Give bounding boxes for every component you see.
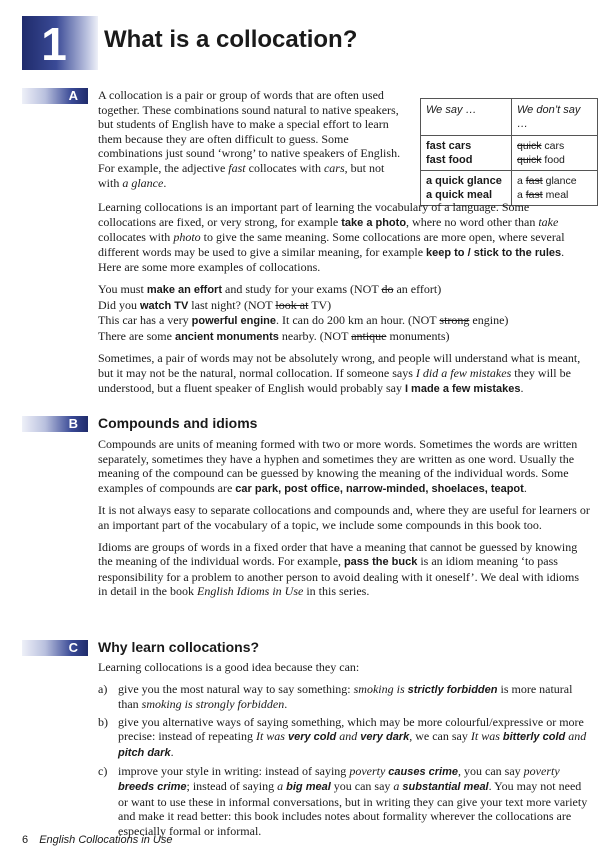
header-we-say: We say … (421, 99, 512, 136)
section-b-marker (22, 416, 88, 432)
section-c-heading: Why learn collocations? (98, 639, 260, 655)
list-item (98, 764, 590, 839)
section-b-letter: B (68, 416, 78, 431)
page-footer (22, 834, 172, 846)
we-say-item: fast cars (426, 140, 472, 152)
list-marker: b) (98, 714, 108, 729)
section-a-intro (98, 88, 404, 197)
we-dont-say-item: a fast glance (517, 175, 577, 187)
list-item-text: improve your style in writing: instead of saying poverty causes crime, you can say poverty breeds crime; instead of saying a big meal you can say a substantial meal. You may not need or want to use these in informal conversations, but in writing they can give your text more variety and make it read better: this book includes notes about formality wherever the collocations are especially formal or informal. (118, 763, 588, 838)
example-line: You must make an effort and study for your exams (NOT do an effort) (98, 281, 442, 296)
section-c-body (98, 660, 590, 842)
collocation-table (420, 98, 598, 206)
table-row (421, 136, 598, 171)
section-a-body (98, 200, 590, 403)
section-b-paragraph: It is not always easy to separate collocations and compounds and, where they are useful for learners or an important part of the vocabulary of a topic, we include some compounds in this book too. (98, 503, 590, 532)
example-line: Did you watch TV last night? (NOT look at TV) (98, 297, 332, 312)
table-header-row (421, 99, 598, 136)
section-a-paragraph: Sometimes, a pair of words may not be absolutely wrong, and people will understand what is meant, but it may not be the natural, normal collocation. If someone says I did a few mistakes they will be understood, but a fluent speaker of English would probably say I made a few mistakes. (98, 351, 581, 395)
unit-number-badge (22, 16, 98, 70)
list-item-text: give you alternative ways of saying something, which may be more colourful/expressive or more precise: instead of repeating It was very cold and very dark, we can say It was bitterly cold and pitch dark. (118, 714, 587, 759)
we-say-cell (421, 136, 512, 171)
we-say-item: fast food (426, 154, 473, 166)
unit-title: What is a collocation? (104, 26, 358, 53)
example-line: This car has a very powerful engine. It can do 200 km an hour. (NOT strong engine) (98, 313, 509, 328)
section-a-intro-paragraph: A collocation is a pair or group of words that are often used together. These combinations sound natural to native speakers, but students of English have to make a special effort to learn them because they are often difficult to guess. Some combinations just sound ‘wrong’ to native speakers of English. For example, the adjective fast collocates with cars, but not with a glance. (98, 88, 401, 190)
section-c-intro: Learning collocations is a good idea because they can: (98, 660, 360, 674)
we-say-item: a quick glance (426, 175, 502, 187)
we-dont-say-item: quick cars (517, 140, 565, 152)
list-marker: c) (98, 763, 108, 778)
we-dont-say-cell (512, 136, 598, 171)
section-b-paragraph: Idioms are groups of words in a fixed order that have a meaning that cannot be guessed by knowing the meaning of the individual words. For example, pass the buck is an idiom meaning ‘to pass responsibility for a problem to another person to avoid dealing with it oneself’. We deal with idioms in detail in the book English Idioms in Use in this series. (98, 539, 580, 599)
we-dont-say-item: quick food (517, 154, 565, 166)
example-line: There are some ancient monuments nearby. (NOT antique monuments) (98, 328, 450, 343)
list-item (98, 715, 590, 761)
section-b-paragraph: Compounds are units of meaning formed with two or more words. Sometimes the words are written separately, sometimes they have a hyphen and sometimes they are written as one word. Usually the meaning of the compound can be guessed by knowing the meaning of the individual words. Some examples of compounds are car park, post office, narrow-minded, shoelaces, teapot. (98, 437, 578, 495)
list-item (98, 682, 590, 712)
book-title: English Collocations in Use (39, 834, 173, 846)
list-item-text: give you the most natural way to say something: smoking is strictly forbidden is more natural than smoking is strongly forbidden. (118, 681, 573, 712)
list-marker: a) (98, 681, 108, 696)
header-we-dont-say: We don’t say … (512, 99, 598, 136)
section-a-paragraph: Learning collocations is an important part of learning the vocabulary of a language. Some collocations are fixed, or very strong, for example take a photo, where no word other than take collocates with photo to give the same meaning. Some collocations are more open, where several different words may be used to give a similar meaning, for example keep to / stick to the rules. Here are some more examples of collocations. (98, 200, 565, 275)
section-c-letter: C (68, 640, 78, 655)
section-a-marker (22, 88, 88, 104)
section-b-heading: Compounds and idioms (98, 415, 258, 431)
section-a-letter: A (68, 88, 78, 103)
unit-number: 1 (41, 18, 67, 70)
collocation-examples (98, 282, 590, 344)
we-dont-say-item: a fast meal (517, 189, 569, 201)
section-c-marker (22, 640, 88, 656)
we-say-item: a quick meal (426, 189, 493, 201)
section-b-body (98, 437, 590, 606)
page-number: 6 (22, 834, 29, 846)
